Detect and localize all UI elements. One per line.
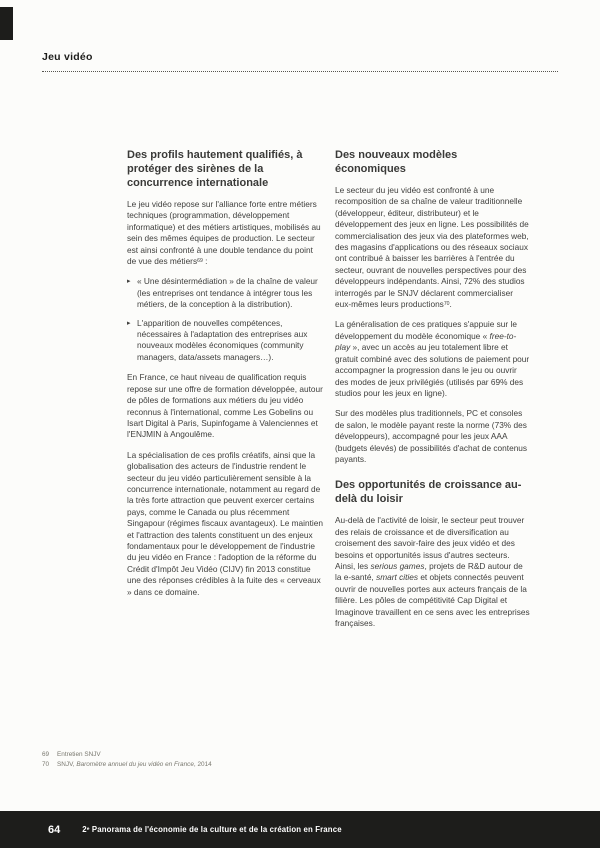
right-paragraph: Le secteur du jeu vidéo est confronté à une recomposition de sa chaîne de valeur traditionnelle (développeur, éditeur, distributeur) et le développement des jeux en ligne. Les possibilités de commercialisation des jeux via des plateformes web, des magasins d'applications ou des réseaux sociaux ont contribué à baisser les barrières à l'entrée du secteur, ouvrant de nouvelles perspectives pour des développeurs indépendants. Ainsi, 72% des studios interrogés par le SNJV déclarent commercialiser eux-mêmes leurs productions$^{70}$. bbox=[335, 185, 529, 310]
footnote-number: 69 bbox=[42, 751, 50, 758]
right-section-heading: Des nouveaux modèles économiques bbox=[335, 149, 458, 175]
left-section-heading: Des profils hautement qualifiés, à protéger des sirènes de la concurrence internationale bbox=[127, 149, 303, 189]
bullet-marker-icon: ▸ bbox=[127, 278, 131, 286]
left-column bbox=[127, 148, 323, 638]
page-content bbox=[127, 148, 531, 638]
footnote bbox=[42, 760, 212, 770]
left-paragraph: La spécialisation de ces profils créatifs, ainsi que la globalisation des acteurs de l'industrie rendent le secteur du jeu vidéo particulièrement sensible à la concurrence internationale, notamment au regard de la très forte attraction que peuvent exercer certains pays, comme le Canada ou plus récemment Singapour (régimes fiscaux avantageux). Le maintien et l'attraction des talents constituent un des enjeux fondamentaux pour le développement de l'industrie du jeu vidéo en France : l'adoption de la réforme du Crédit d'Impôt Jeu Vidéo (CIJV) fin 2013 constitue une des réponses crédibles à la fuite des « cerveaux » dans ce domaine. bbox=[127, 449, 324, 597]
header-dotted-rule bbox=[42, 71, 558, 72]
left-intro-paragraph: Le jeu vidéo repose sur l'alliance forte entre métiers techniques (programmation, développement informatique) et des métiers artistiques, mobilisés au sein des mêmes équipes de production. Le secteur est ainsi confronté à une double tendance du point de vue des métiers$^{69}$ : bbox=[127, 199, 321, 267]
bullet-marker-icon: ▸ bbox=[127, 319, 131, 327]
footnote-number: 70 bbox=[42, 761, 50, 768]
bullet-list bbox=[127, 276, 323, 363]
page-header bbox=[42, 47, 558, 72]
page-footer bbox=[0, 811, 600, 848]
bullet-item bbox=[127, 276, 323, 310]
right-section-heading-2: Des opportunités de croissance au-delà du loisir bbox=[335, 479, 522, 506]
bullet-text: « Une désintermédiation » de la chaîne de valeur (les entreprises ont tendance à intégrer tous les métiers, de la conception à la distribution). bbox=[137, 276, 318, 310]
section-edge-tab bbox=[0, 7, 13, 40]
right-paragraph: Au-delà de l'activité de loisir, le secteur peut trouver des relais de croissance et de diversification au croisement des savoir-faire des jeux vidéo et des besoins et opportunités issus d'autres secteurs. Ainsi, les serious games, projets de R&D autour de la e-santé, smart cities et objets connectés peuvent ouvrir de nouvelles portes aux acteurs français de la filière. Les pôles de compétitivité Cap Digital et Imaginove travaillent en ce sens avec les entreprises françaises. bbox=[335, 515, 530, 628]
right-paragraph: La généralisation de ces pratiques s'appuie sur le développement du modèle économique « free-to-play », avec un accès au jeu totalement libre et gratuit combiné avec des solutions de paiement pour accompagner la progression dans le jeu ou ouvrir des modes de jeux privilégiés (utilisés par 69% des studios pour les jeux en ligne). bbox=[335, 319, 530, 398]
right-column bbox=[335, 148, 531, 638]
bullet-item bbox=[127, 318, 323, 364]
left-paragraph: En France, ce haut niveau de qualification requis repose sur une offre de formation développée, autour de pôles de formations aux métiers du jeu vidéo reconnus à l'international, comme Les Gobelins ou Isart Digital à Paris, Supinfogame à Valenciennes et l'ENJMIN à Angoulême. bbox=[127, 372, 323, 440]
footnotes bbox=[42, 750, 212, 770]
footer-title: 2e Panorama de l'économie de la culture et de la création en France bbox=[82, 825, 342, 834]
footnote-text: SNJV, Baromètre annuel du jeu vidéo en France, 2014 bbox=[57, 761, 212, 768]
section-label: Jeu vidéo bbox=[42, 51, 93, 63]
footnote bbox=[42, 750, 212, 760]
bullet-text: L'apparition de nouvelles compétences, nécessaires à l'adaptation des entreprises aux nouveaux modèles économiques (community managers, data/assets managers…). bbox=[137, 317, 308, 362]
right-paragraph: Sur des modèles plus traditionnels, PC et consoles de salon, le modèle payant reste la norme (73% des développeurs), accompagné pour les jeux AAA (budgets élevés) de possibilités d'achat de contenus payants. bbox=[335, 408, 528, 464]
footnote-text: Entretien SNJV bbox=[57, 751, 101, 758]
page-number: 64 bbox=[48, 823, 61, 836]
